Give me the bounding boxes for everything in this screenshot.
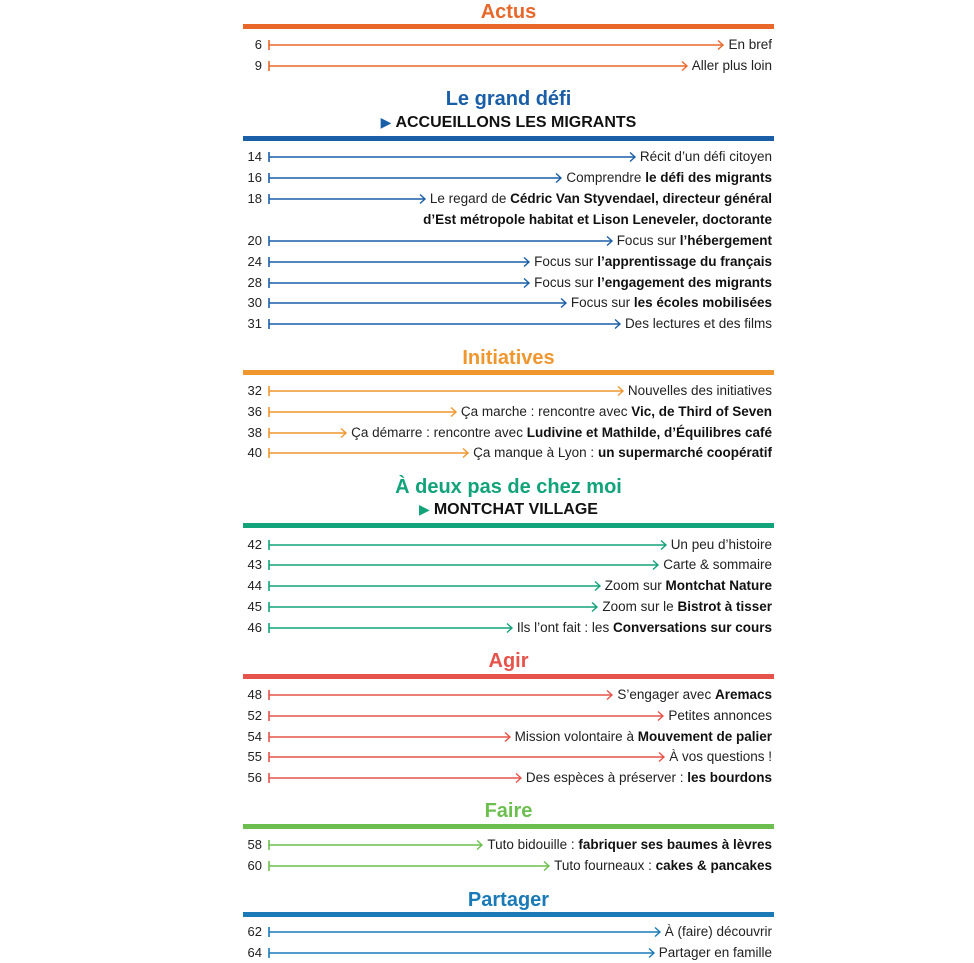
arrow-icon [268,539,667,551]
entry-title-bold: le défi des migrants [645,170,772,185]
page-number: 48 [247,687,262,702]
entry-title [566,168,772,188]
arrow-icon [268,193,426,205]
section-rule-grand-defi [243,136,774,141]
section-rule-partager [243,912,774,917]
section-subtitle-text: ACCUEILLONS LES MIGRANTS [395,114,637,131]
page-number: 40 [247,445,262,460]
entry-title [430,189,772,209]
entry-title [534,252,772,272]
entry-title [602,597,772,617]
entry-title [487,835,772,855]
entry-title-plain: Focus sur [570,295,634,310]
arrow-icon [268,622,513,634]
toc-entry[interactable] [243,381,774,401]
page-number: 45 [247,599,262,614]
section-title-initiatives: Initiatives [462,347,555,369]
entry-title-plain: En bref [728,37,772,52]
arrow-icon [268,151,636,163]
arrow-icon [268,559,659,571]
arrow-icon [268,172,562,184]
arrow-icon [268,751,665,763]
page-number: 56 [247,770,262,785]
entry-title [605,576,772,596]
toc-entry[interactable] [243,768,774,788]
section-title-faire: Faire [484,800,533,822]
entry-title-bold: Bistrot à tisser [677,599,772,614]
entry-title-plain: À (faire) découvrir [664,924,772,939]
entry-title-plain: Ça manque à Lyon : [473,445,598,460]
arrow-icon [268,60,688,72]
entry-title-plain: Zoom sur [604,578,666,593]
toc-entry[interactable] [243,443,774,463]
page-number: 60 [247,858,262,873]
page-number: 32 [247,383,262,398]
arrow-icon [268,427,347,439]
entry-title [728,35,772,55]
entry-title-plain: Aller plus loin [691,58,772,73]
toc-entry[interactable] [243,576,774,596]
page-number: 28 [247,275,262,290]
arrow-icon [268,406,457,418]
arrow-icon [268,772,522,784]
entry-title-bold: Vic, de Third of Seven [631,404,772,419]
entry-title-plain: Tuto fourneaux : [554,858,656,873]
entry-title [668,706,772,726]
page-number: 20 [247,233,262,248]
toc-entry[interactable] [243,147,774,167]
toc-entry[interactable] [243,727,774,747]
section-subtitle-text: MONTCHAT VILLAGE [433,501,598,518]
entry-title-bold: Montchat Nature [665,578,772,593]
entry-title [692,56,772,76]
page-number: 16 [247,170,262,185]
toc-entry[interactable] [243,252,774,272]
play-triangle-icon: ▶ [380,114,392,130]
entry-title-plain: Zoom sur le [602,599,678,614]
page-number: 46 [247,620,262,635]
toc-entry[interactable] [243,597,774,617]
entry-title-bold: l’engagement des migrants [597,275,772,290]
entry-title [617,685,772,705]
page-number: 30 [247,295,262,310]
toc-entry[interactable] [243,555,774,575]
page-number: 44 [247,578,262,593]
page-number: 18 [247,191,262,206]
toc-entry[interactable] [243,618,774,638]
entry-title-plain: Un peu d’histoire [670,537,772,552]
entry-title-plain: Ils l’ont fait : les [516,620,613,635]
page-number: 6 [254,37,262,52]
page-number: 14 [247,149,262,164]
entry-title [351,423,772,443]
entry-title-bold: l’apprentissage du français [597,254,772,269]
toc-entry[interactable] [243,56,774,76]
section-title-actus: Actus [480,1,537,23]
entry-title [640,147,772,167]
entry-title [571,293,772,313]
toc-entry[interactable] [243,835,774,855]
arrow-icon [268,447,469,459]
page-number: 9 [254,58,262,73]
entry-title-bold: cakes & pancakes [655,858,772,873]
entry-title-plain: Nouvelles des initiatives [627,383,772,398]
entry-title-plain: Ça démarre : rencontre avec [351,425,527,440]
section-rule-actus [243,24,774,29]
toc-entry[interactable] [243,423,774,443]
entry-title-bold: l’hébergement [679,233,772,248]
arrow-icon [268,235,613,247]
toc-entry[interactable] [243,747,774,767]
entry-title-plain: Récit d’un défi citoyen [639,149,772,164]
arrow-icon [268,710,664,722]
entry-title [659,943,772,963]
entry-title-bold: un supermarché coopératif [597,445,772,460]
page-number: 62 [247,924,262,939]
entry-title-plain: Comprendre [566,170,646,185]
entry-title [526,768,772,788]
section-rule-deux-pas [243,523,774,528]
entry-title-plain: À vos questions ! [669,749,772,764]
entry-title-plain: Focus sur [534,254,598,269]
page-number: 42 [247,537,262,552]
arrow-icon [268,256,530,268]
entry-title [617,231,772,251]
entry-title [625,314,772,334]
entry-title [461,402,772,422]
entry-title-bold: Mouvement de palier [637,729,772,744]
toc-entry[interactable] [243,189,774,231]
entry-title-bold: fabriquer ses baumes à lèvres [578,837,772,852]
arrow-icon [268,277,530,289]
toc-entry[interactable] [243,231,774,251]
arrow-icon [268,839,483,851]
entry-title-plain: S’engager avec [617,687,715,702]
entry-title [473,443,772,463]
arrow-icon [268,385,624,397]
toc-entry[interactable] [243,402,774,422]
toc-entry[interactable] [243,943,774,963]
entry-title-continued: d’Est métropole habitat et Lison Leneveler, doctorante [423,212,772,227]
arrow-icon [268,580,601,592]
entry-title [515,727,772,747]
entry-title-plain: Petites annonces [668,708,772,723]
entry-title [669,747,772,767]
arrow-icon [268,860,550,872]
page-number: 58 [247,837,262,852]
page-number: 52 [247,708,262,723]
entry-title [663,555,772,575]
play-triangle-icon: ▶ [419,501,430,517]
entry-title [665,922,772,942]
toc-entry[interactable] [243,856,774,876]
section-title-deux-pas: À deux pas de chez moi [395,476,622,498]
toc-entry[interactable] [243,273,774,293]
entry-title-plain: Tuto bidouille : [487,837,579,852]
entry-title-plain: Des espèces à préserver : [525,770,688,785]
arrow-icon [268,39,724,51]
toc-entry[interactable] [243,168,774,188]
toc-entry[interactable] [243,685,774,705]
section-rule-initiatives [243,370,774,375]
arrow-icon [268,689,613,701]
page-number: 38 [247,425,262,440]
entry-title-bold: les écoles mobilisées [633,295,772,310]
section-rule-agir [243,674,774,679]
arrow-icon [268,318,621,330]
toc-entry[interactable] [243,922,774,942]
entry-title [628,381,772,401]
entry-title-bold: Ludivine et Mathilde, d’Équilibres café [526,425,772,440]
entry-title-plain: Focus sur [534,275,598,290]
page-number: 36 [247,404,262,419]
page-number: 55 [247,749,262,764]
entry-title-plain: Mission volontaire à [514,729,638,744]
page-number: 64 [247,945,262,960]
entry-title [534,273,772,293]
section-title-agir: Agir [488,650,529,672]
section-title-grand-defi: Le grand défi [445,88,572,110]
arrow-icon [268,947,655,959]
entry-title [671,535,772,555]
toc-entry[interactable] [243,706,774,726]
entry-title-bold: Conversations sur cours [612,620,772,635]
section-title-partager: Partager [467,889,550,911]
entry-title-plain: Carte & sommaire [663,557,772,572]
entry-title-plain: Partager en famille [658,945,772,960]
page-number: 54 [247,729,262,744]
entry-title [517,618,772,638]
arrow-icon [268,926,661,938]
arrow-icon [268,731,511,743]
page-number: 31 [247,316,262,331]
entry-title [554,856,772,876]
toc-entry[interactable] [243,35,774,55]
entry-title-plain: Des lectures et des films [624,316,772,331]
section-rule-faire [243,824,774,829]
entry-title-plain: Ça marche : rencontre avec [460,404,632,419]
page-number: 43 [247,557,262,572]
page-number: 24 [247,254,262,269]
section-subtitle-deux-pas [243,500,774,519]
entry-title-bold: Cédric Van Styvendael, directeur général [510,191,772,206]
section-subtitle-grand-defi [243,113,774,132]
toc-entry[interactable] [243,535,774,555]
arrow-icon [268,297,567,309]
entry-title-bold: les bourdons [687,770,772,785]
arrow-icon [268,601,598,613]
entry-title-bold: Aremacs [714,687,772,702]
entry-title-plain: Focus sur [616,233,680,248]
toc-entry[interactable] [243,293,774,313]
entry-title-plain: Le regard de [429,191,511,206]
toc-entry[interactable] [243,314,774,334]
